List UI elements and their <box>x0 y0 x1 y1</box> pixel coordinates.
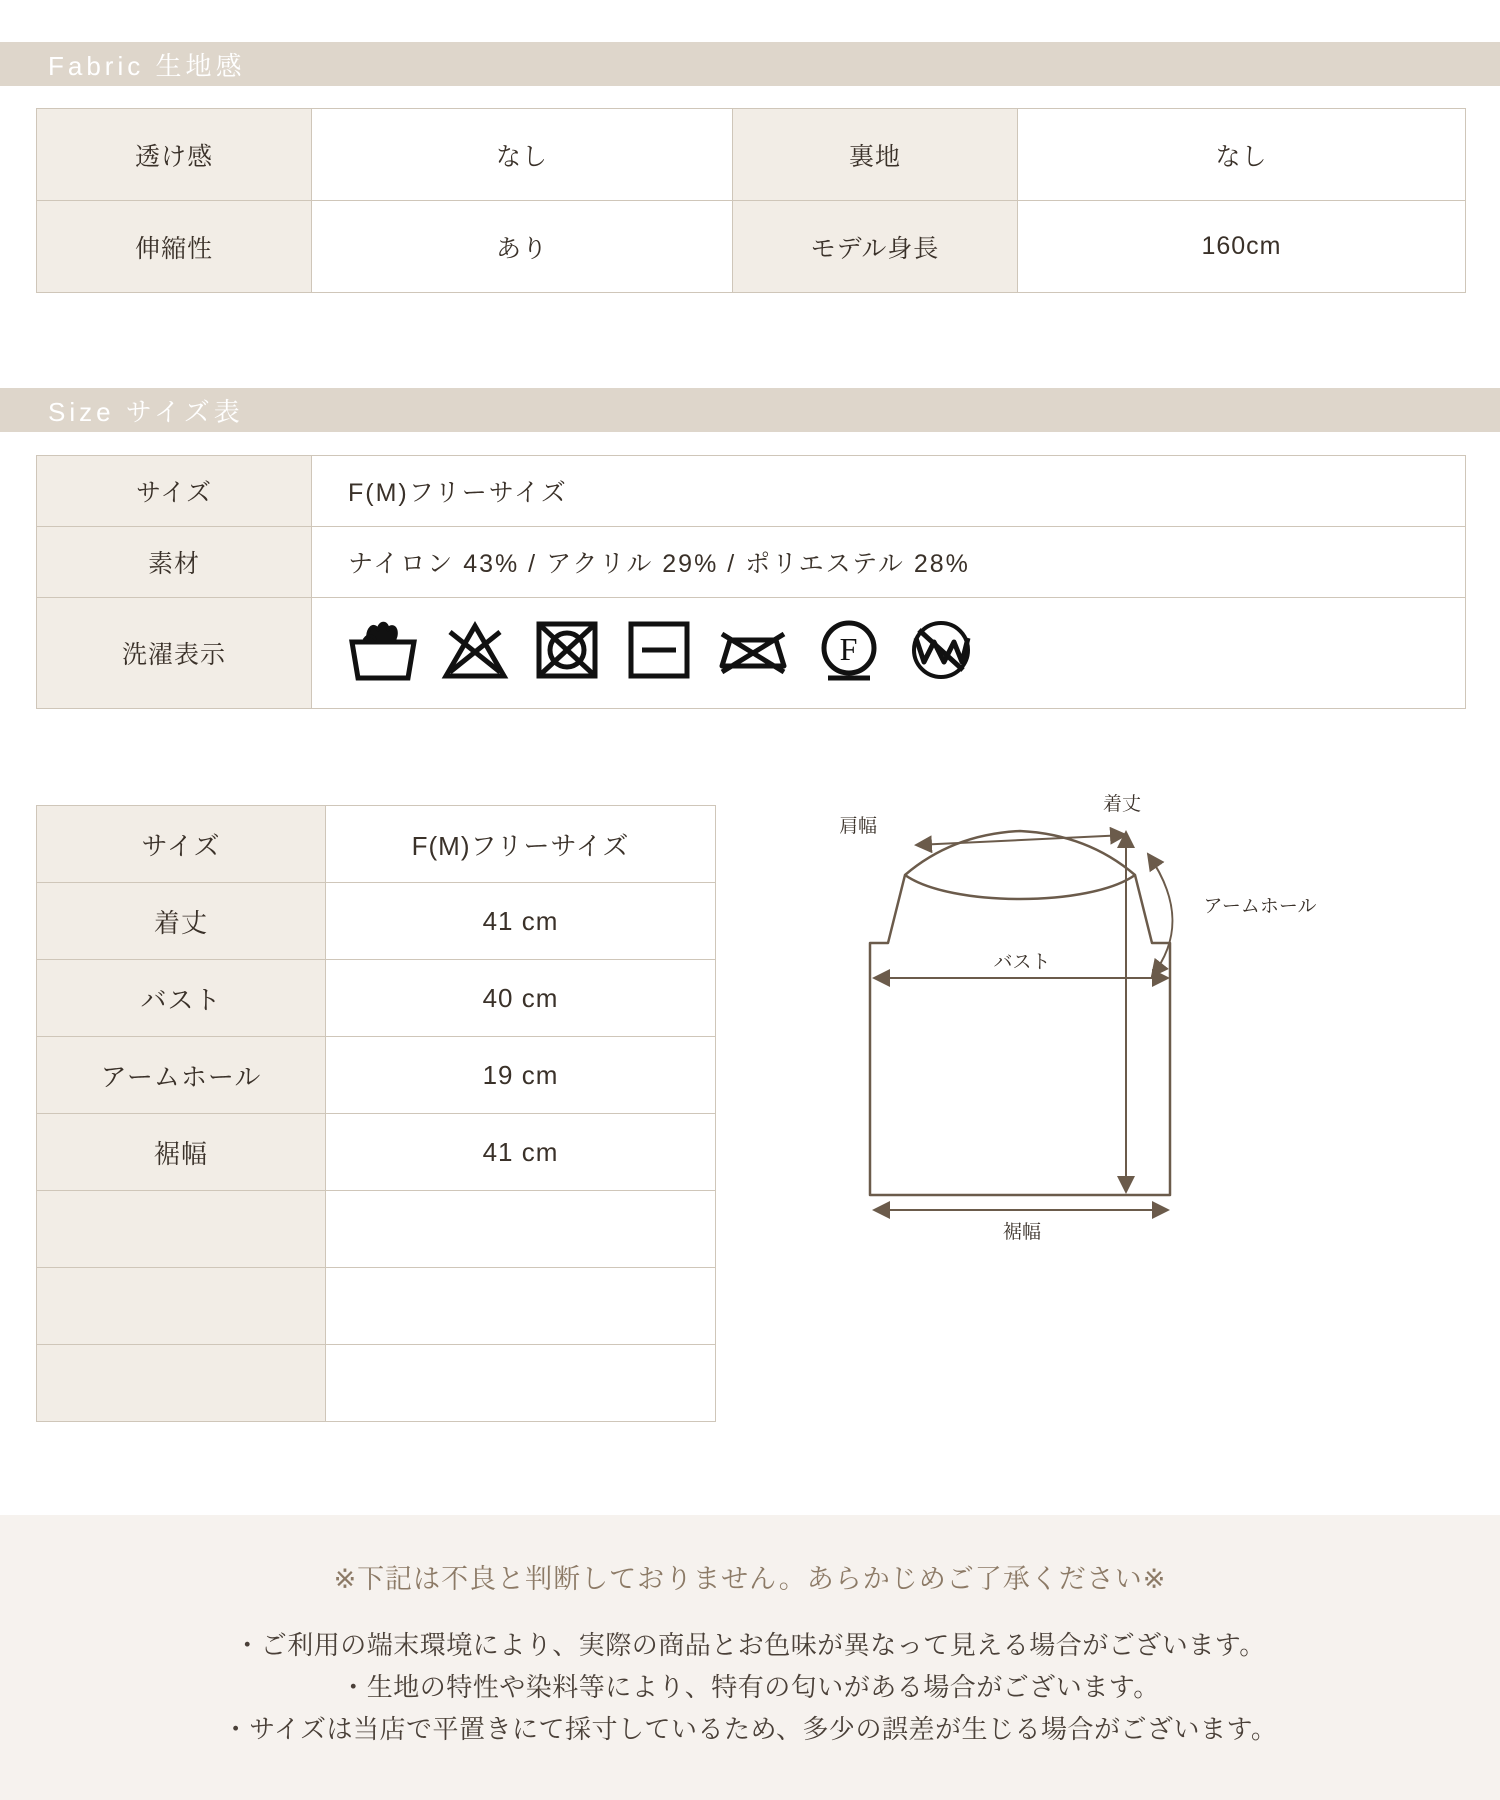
size-value-size: F(M)フリーサイズ <box>312 456 1466 527</box>
diagram-label-bust: バスト <box>993 952 1051 973</box>
table-row <box>37 1191 716 1268</box>
fabric-value-model-height: 160cm <box>1018 201 1466 293</box>
size-value-wash <box>312 598 1466 709</box>
fabric-value-sheerness: なし <box>312 109 733 201</box>
measure-value-empty-1 <box>326 1191 716 1268</box>
note-line-1: ・ご利用の端末環境により、実際の商品とお色味が異なって見える場合がございます。 <box>234 1630 1266 1660</box>
measure-label-bust: バスト <box>37 960 326 1037</box>
diagram-label-armhole: アームホール <box>1203 896 1317 917</box>
size-label-material: 素材 <box>37 527 312 598</box>
measure-value-bust: 40 cm <box>326 960 716 1037</box>
fabric-label-sheerness: 透け感 <box>37 109 312 201</box>
size-value-material: ナイロン 43% / アクリル 29% / ポリエステル 28% <box>312 527 1466 598</box>
no-iron-icon <box>714 616 794 691</box>
fabric-section-header <box>0 42 1500 86</box>
diagram-label-hem: 裾幅 <box>1002 1222 1042 1240</box>
fabric-section-title: Fabric 生地感 <box>48 50 246 81</box>
measure-value-empty-2 <box>326 1268 716 1345</box>
size-table <box>36 455 1466 709</box>
notes-title: ※下記は不良と判断しておりません。あらかじめご了承ください※ <box>333 1564 1167 1594</box>
table-row <box>37 1114 716 1191</box>
svg-text:F: F <box>839 630 859 667</box>
no-wring-icon <box>904 616 978 691</box>
size-section-title: Size サイズ表 <box>48 396 244 427</box>
garment-diagram <box>840 790 1440 1240</box>
table-row <box>37 883 716 960</box>
fabric-label-model-height: モデル身長 <box>733 201 1018 293</box>
fabric-label-stretch: 伸縮性 <box>37 201 312 293</box>
size-label-size: サイズ <box>37 456 312 527</box>
fabric-table <box>36 108 1466 293</box>
measurement-table <box>36 805 716 1422</box>
measure-label-empty-1 <box>37 1191 326 1268</box>
table-row <box>37 960 716 1037</box>
diagram-label-length: 着丈 <box>1102 794 1142 815</box>
no-tumble-dry-icon <box>530 616 604 691</box>
table-row <box>37 109 1466 201</box>
table-row <box>37 1345 716 1422</box>
no-bleach-icon <box>438 616 512 691</box>
table-row <box>37 598 1466 709</box>
fabric-label-lining: 裏地 <box>733 109 1018 201</box>
table-row <box>37 201 1466 293</box>
table-row <box>37 1268 716 1345</box>
measure-label-empty-3 <box>37 1345 326 1422</box>
table-row <box>37 806 716 883</box>
measure-label-armhole: アームホール <box>37 1037 326 1114</box>
table-row <box>37 456 1466 527</box>
measure-label-empty-2 <box>37 1268 326 1345</box>
measure-value-armhole: 19 cm <box>326 1037 716 1114</box>
fabric-value-stretch: あり <box>312 201 733 293</box>
fabric-value-lining: なし <box>1018 109 1466 201</box>
size-label-wash: 洗濯表示 <box>37 598 312 709</box>
measure-value-length: 41 cm <box>326 883 716 960</box>
measure-label-length: 着丈 <box>37 883 326 960</box>
dry-clean-f-icon <box>812 616 886 691</box>
diagram-label-shoulder: 肩幅 <box>840 816 878 837</box>
measure-label-size: サイズ <box>37 806 326 883</box>
note-line-2: ・生地の特性や染料等により、特有の匂いがある場合がございます。 <box>340 1672 1160 1703</box>
measure-value-hem: 41 cm <box>326 1114 716 1191</box>
hand-wash-icon <box>346 616 420 691</box>
size-section-header <box>0 388 1500 432</box>
measure-value-empty-3 <box>326 1345 716 1422</box>
notes-section <box>0 1515 1500 1800</box>
measure-label-hem: 裾幅 <box>37 1114 326 1191</box>
wash-icon-group <box>312 616 1465 691</box>
note-line-3: ・サイズは当店で平置きにて採寸しているため、多少の誤差が生じる場合がございます。 <box>222 1714 1278 1745</box>
table-row <box>37 1037 716 1114</box>
flat-dry-icon <box>622 616 696 691</box>
measure-value-size: F(M)フリーサイズ <box>326 806 716 883</box>
table-row <box>37 527 1466 598</box>
